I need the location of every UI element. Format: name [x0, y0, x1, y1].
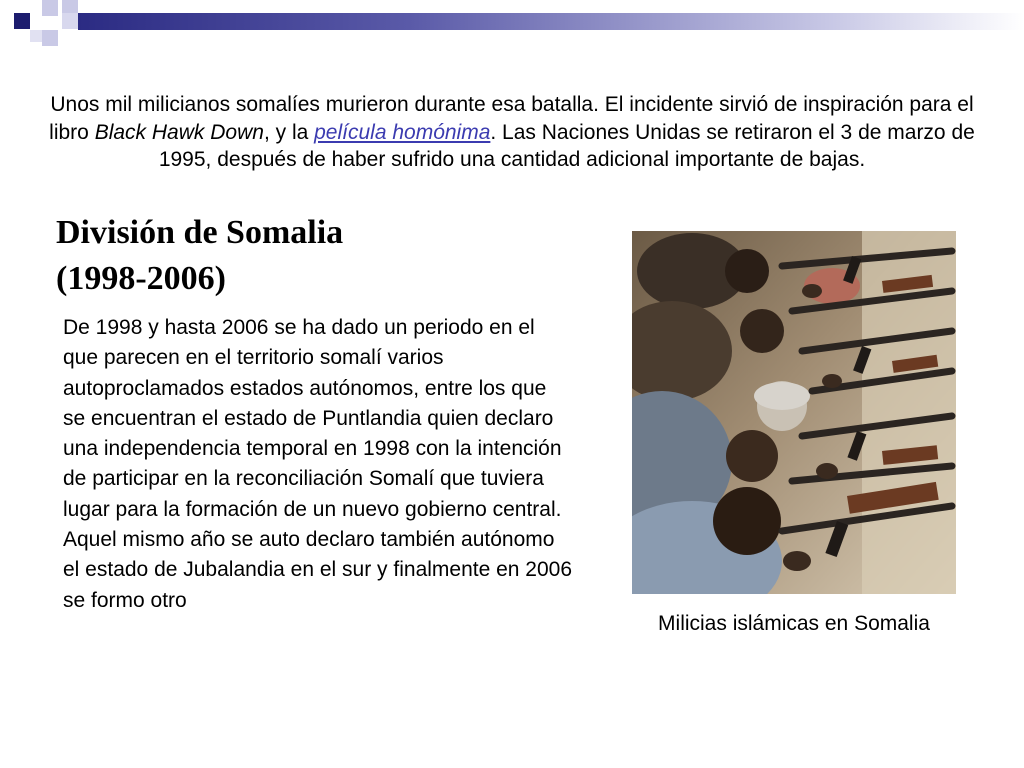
body-paragraph-1: De 1998 y hasta 2006 se ha dado un periodo en el que parecen en el territorio somalí varios autoproclamados estados autónomos, entre los que se encuentran el estado de Puntlandia quien declaro una independencia temporal en 1998 con la intención de participar en la reconciliación Somalí que tuviera lugar para la formación de un nuevo gobierno central.: [63, 316, 562, 521]
decor-square: [42, 30, 58, 46]
heading-line-1: División de Somalia: [56, 214, 344, 251]
militia-photo: [632, 231, 956, 594]
film-link[interactable]: película homónima: [314, 120, 491, 144]
intro-text-3: . Las Naciones Unidas se retiraron el 3 de marzo de 1995, después de haber sufrido una cantidad adicional importante de bajas.: [158, 120, 975, 171]
decor-square: [14, 13, 30, 29]
decor-square: [42, 0, 58, 16]
decor-square: [30, 30, 42, 42]
decor-square: [62, 13, 78, 29]
intro-text-1: Unos mil milicianos somalíes murieron durante esa batalla. El incidente sirvió de inspiración para el libro: [49, 93, 974, 144]
section-heading: [56, 210, 476, 302]
body-paragraph-2: Aquel mismo año se auto declaro también autónomo el estado de Jubalandia en el sur y finalmente en 2006 se formo otro: [63, 528, 573, 612]
book-title: Black Hawk Down: [94, 120, 264, 144]
heading-line-2: (1998-2006): [56, 260, 226, 297]
body-text: [63, 313, 573, 616]
intro-paragraph: [40, 91, 984, 174]
photo-caption: Milicias islámicas en Somalia: [658, 612, 930, 635]
header-band: [78, 13, 1024, 30]
intro-text-2: , y la: [263, 120, 315, 144]
